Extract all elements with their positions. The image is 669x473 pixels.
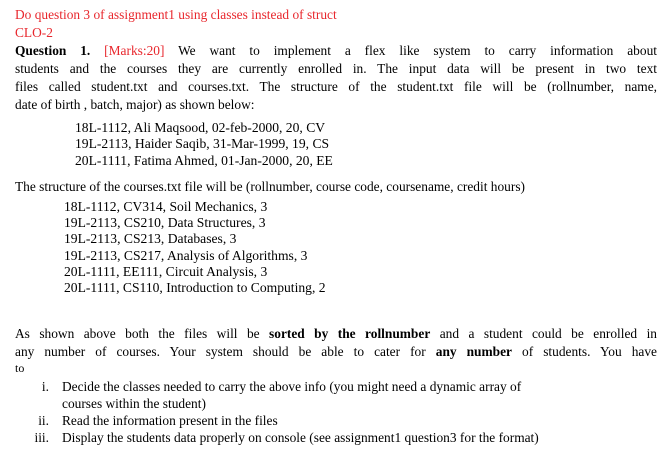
courses-intro: The structure of the courses.txt file will be (rollnumber, course code, coursename, credit hours)	[15, 178, 525, 194]
task-number: iii.	[34, 429, 49, 445]
paragraph-line-1: As shown above both the files will be sorted by the rollnumber and a student could be enrolled in	[15, 325, 657, 341]
task-text: Read the information present in the files	[62, 412, 278, 428]
question-intro-line-1	[15, 42, 657, 60]
question-intro-line-4: date of birth , batch, major) as shown below:	[15, 97, 255, 112]
assignment-note: Do question 3 of assignment1 using classes instead of struct	[15, 7, 337, 22]
task-number: ii.	[38, 412, 49, 428]
course-row: 18L-1112, CV314, Soil Mechanics, 3	[64, 198, 268, 214]
question-intro-text: We want to implement a flex like system to carry information about	[178, 43, 657, 58]
student-row: 18L-1112, Ali Maqsood, 02-feb-2000, 20, CV	[75, 120, 326, 135]
task-item	[15, 378, 657, 412]
paragraph-line-2: any number of courses. Your system should be able to cater for any number of students. You have	[15, 343, 657, 359]
task-item	[15, 412, 657, 429]
course-row: 20L-1111, EE111, Circuit Analysis, 3	[64, 264, 268, 280]
course-row: 19L-2113, CS210, Data Structures, 3	[64, 215, 266, 231]
task-item	[15, 429, 657, 446]
task-number: i.	[41, 378, 49, 394]
course-row: 19L-2113, CS213, Databases, 3	[64, 231, 237, 247]
course-row: 19L-2113, CS217, Analysis of Algorithms, 3	[64, 247, 308, 263]
student-row: 20L-1111, Fatima Ahmed, 01-Jan-2000, 20, EE	[75, 152, 333, 168]
clo-label: CLO-2	[15, 25, 53, 40]
question-intro-line-3: files called student.txt and courses.txt. The structure of the student.txt file will be (rollnumber, name,	[15, 79, 657, 94]
task-text: courses within the student)	[62, 395, 206, 411]
emphasis-any-number: any number	[435, 343, 512, 359]
question-intro-line-2: students and the courses they are currently enrolled in. The input data will be present in two text	[15, 61, 657, 76]
course-samples	[64, 199, 657, 297]
task-text: Decide the classes needed to carry the above info (you might need a dynamic array of	[62, 378, 522, 394]
paragraph-line-3: to	[15, 360, 25, 375]
student-samples	[75, 120, 657, 169]
student-row: 19L-2113, Haider Saqib, 31-Mar-1999, 19, CS	[75, 136, 330, 152]
emphasis-sorted: sorted by the rollnumber	[269, 325, 431, 341]
question-label: Question 1.	[15, 43, 91, 58]
task-text: Display the students data properly on console (see assignment1 question3 for the format)	[62, 429, 539, 445]
course-row: 20L-1111, CS110, Introduction to Computing, 2	[64, 280, 326, 296]
question-marks: [Marks:20]	[104, 43, 165, 58]
